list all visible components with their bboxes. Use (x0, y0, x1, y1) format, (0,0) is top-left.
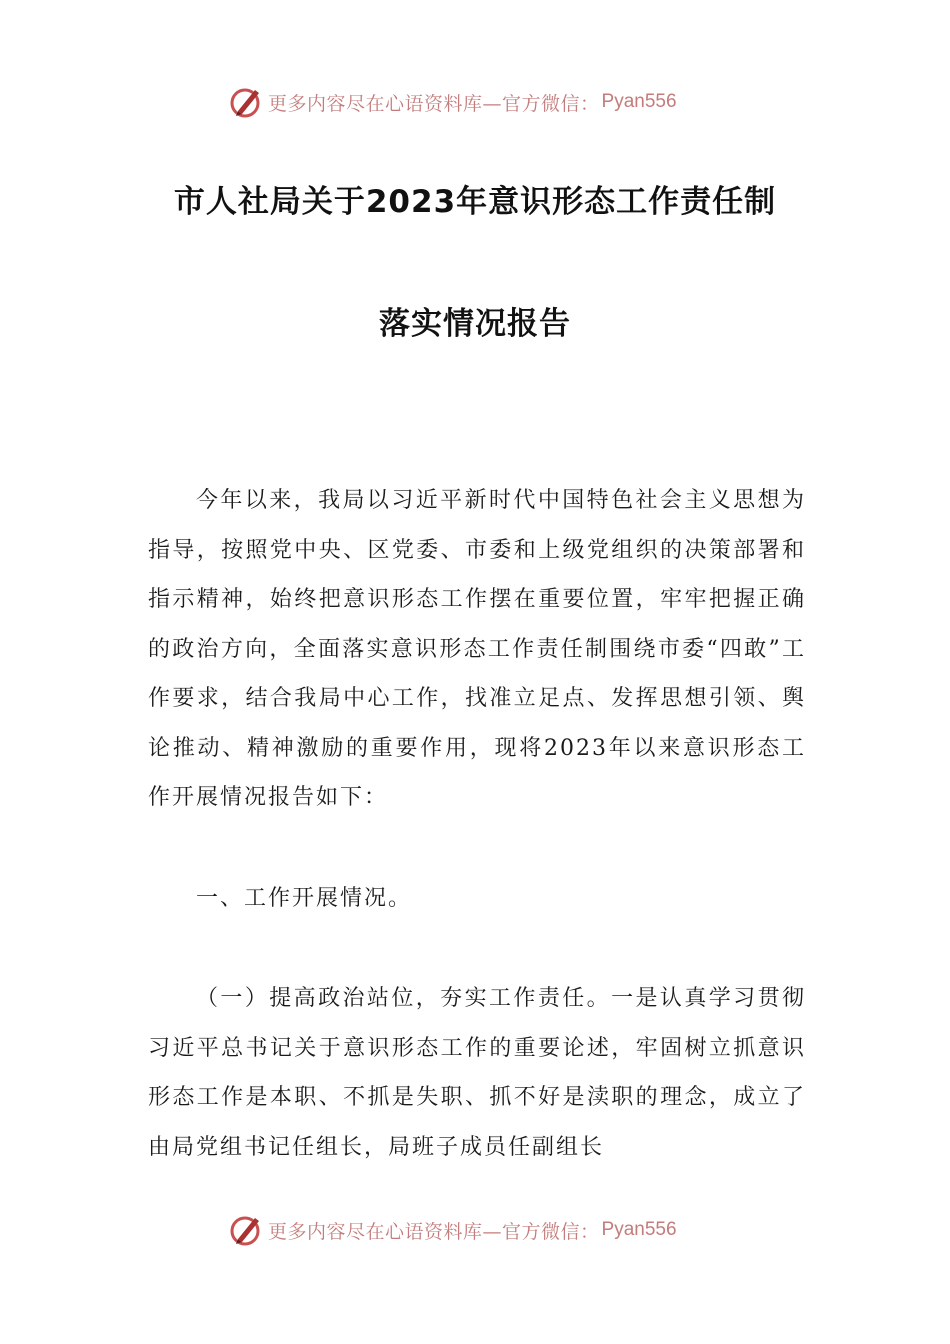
section-heading-1: 一、工作开展情况。 (196, 886, 413, 911)
document-title-line-2: 落实情况报告 (379, 306, 571, 342)
header-watermark (228, 84, 677, 120)
pen-logo-icon (228, 1212, 264, 1248)
watermark-wechat-id: Pyan556 (601, 1219, 677, 1240)
pen-logo-icon (228, 84, 264, 120)
intro-paragraph: 今年以来，我局以习近平新时代中国特色社会主义思想为指导，按照党中央、区党委、市委和上级党组织的决策部署和指示精神，始终把意识形态工作摆在重要位置，牢牢把握正确的政治方向，全面落实意识形态工作责任制围绕市委“四敢”工作要求，结合我局中心工作，找准立足点、发挥思想引领、舆论推动、精神激励的重要作用，现将2023年以来意识形态工作开展情况报告如下： (148, 488, 806, 810)
watermark-wechat-id: Pyan556 (601, 91, 677, 112)
footer-watermark (228, 1212, 677, 1248)
document-title-line-1: 市人社局关于2023年意识形态工作责任制 (173, 184, 777, 220)
watermark-text: 更多内容尽在心语资料库—官方微信： (268, 92, 600, 115)
watermark-text: 更多内容尽在心语资料库—官方微信： (268, 1220, 600, 1243)
section-1-paragraph: （一）提高政治站位，夯实工作责任。一是认真学习贯彻习近平总书记关于意识形态工作的重要论述，牢固树立抓意识形态工作是本职、不抓是失职、抓不好是渎职的理念，成立了由局党组书记任组长，局班子成员任副组长 (148, 986, 806, 1160)
